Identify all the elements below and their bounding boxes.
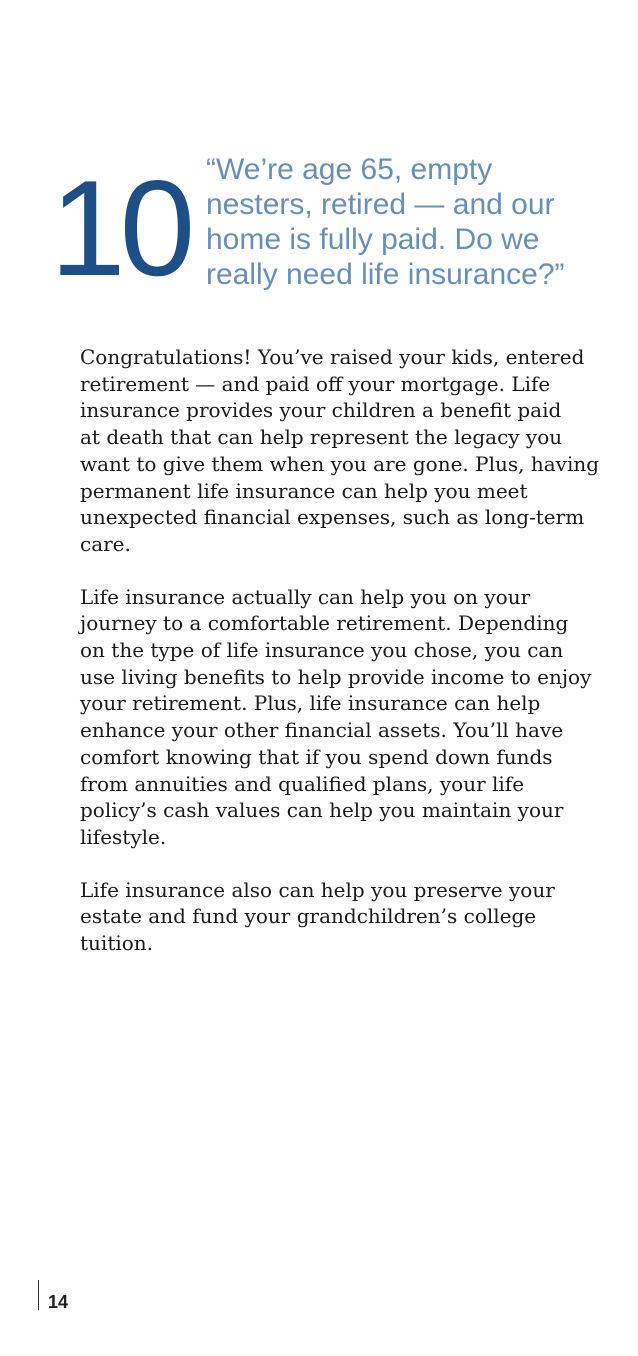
paragraph-2: Life insurance actually can help you on your journey to a comfortable retirement. Depending on the type of life insurance you chose, you can use living benefits to help provide income to enjoy your retirement. Plus, life insurance can help enhance your other financial assets. You’ll have comfort knowing that if you spend down funds from annuities and qualified plans, your life policy’s cash values can help you maintain your lifestyle. (80, 584, 592, 849)
page-number-divider (38, 1280, 39, 1310)
paragraph-1: Congratulations! You’ve raised your kids, entered retirement — and paid off your mortgage. Life insurance provides your children a benefit paid at death that can help represent the legacy you want to give them when you are gone. Plus, having permanent life insurance can help you meet unexpected financial expenses, such as long-term care. (80, 345, 600, 556)
paragraph-3: Life insurance also can help you preserve your estate and fund your grandchildren’s college tuition. (80, 877, 555, 956)
section-number: 10 (50, 152, 190, 304)
page-number: 14 (48, 1292, 69, 1312)
pull-quote: “We’re age 65, empty nesters, retired — and our home is fully paid. Do we really need life insurance?” (206, 153, 565, 291)
body-text (80, 344, 600, 983)
